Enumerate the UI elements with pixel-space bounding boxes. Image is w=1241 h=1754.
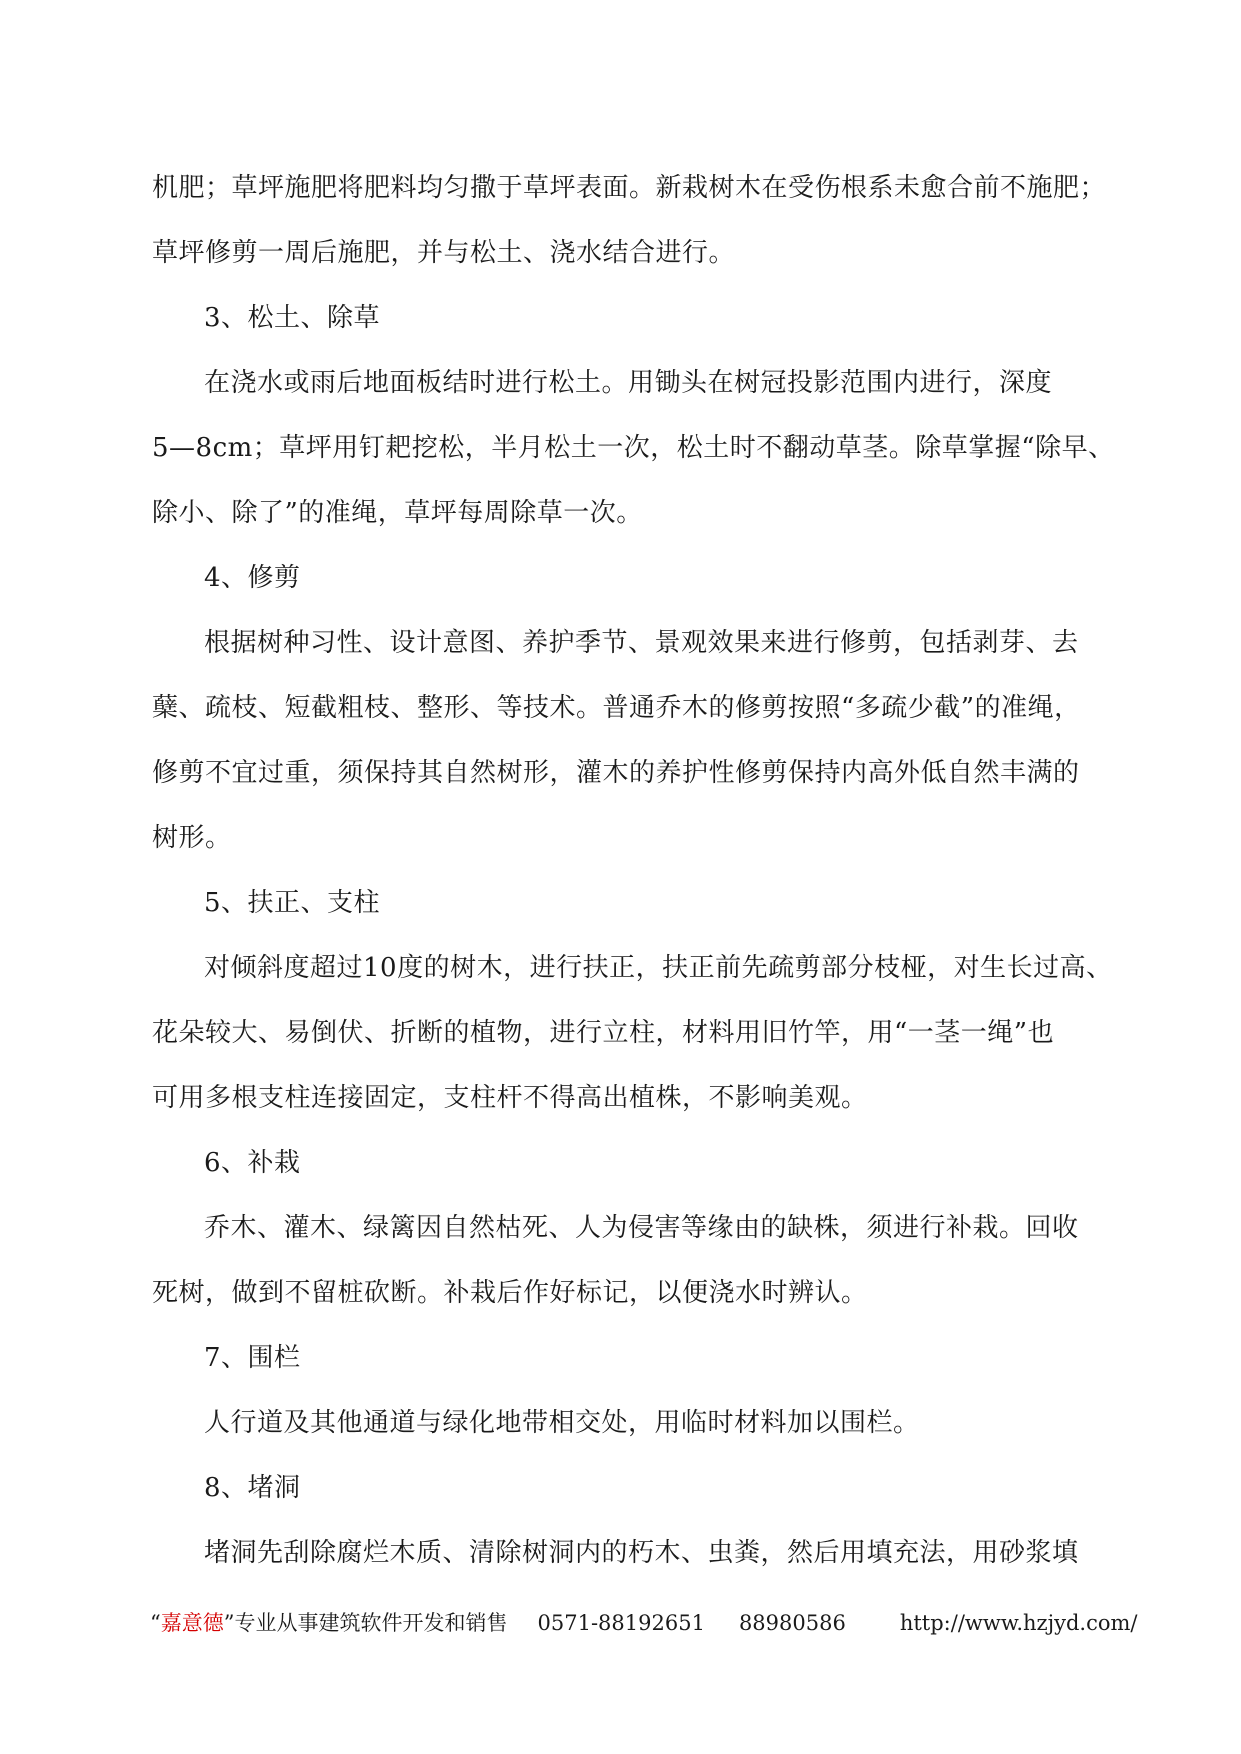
text-line: 蘖、疏枝、短截粗枝、整形、等技术。普通乔木的修剪按照“多疏少截”的准绳， xyxy=(152,693,1081,723)
text-line: 人行道及其他通道与绿化地带相交处，用临时材料加以围栏。 xyxy=(204,1408,920,1438)
text-line: 对倾斜度超过10度的树木，进行扶正，扶正前先疏剪部分枝桠，对生长过高、 xyxy=(204,953,1113,983)
text-line: 可用多根支柱连接固定，支柱杆不得高出植株，不影响美观。 xyxy=(152,1083,868,1113)
text-line: 除小、除了”的准绳，草坪每周除草一次。 xyxy=(152,498,643,528)
text-line: 死树，做到不留桩砍断。补栽后作好标记，以便浇水时辨认。 xyxy=(152,1278,868,1308)
text-line: 修剪不宜过重，须保持其自然树形，灌木的养护性修剪保持内高外低自然丰满的 xyxy=(152,758,1080,788)
footer-phone-primary: 0571-88192651 xyxy=(537,1611,705,1635)
text-line: 6、补栽 xyxy=(204,1148,301,1178)
document-body xyxy=(152,156,1115,1586)
text-line: 树形。 xyxy=(152,823,232,853)
text-line: 乔木、灌木、绿篱因自然枯死、人为侵害等缘由的缺株，须进行补栽。回收 xyxy=(204,1213,1079,1243)
footer-phone-secondary: 88980586 xyxy=(738,1611,846,1635)
text-line: 5—8cm；草坪用钉耙挖松，半月松土一次，松土时不翻动草茎。除草掌握“除早、 xyxy=(152,433,1115,463)
footer-website-link[interactable]: http://www.hzjyd.com/ xyxy=(899,1611,1138,1635)
text-line: 在浇水或雨后地面板结时进行松土。用锄头在树冠投影范围内进行，深度 xyxy=(204,368,1053,398)
text-line: 堵洞先刮除腐烂木质、清除树洞内的朽木、虫粪，然后用填充法，用砂浆填 xyxy=(204,1538,1079,1568)
footer-tagline: ”专业从事建筑软件开发和销售 xyxy=(223,1611,508,1635)
text-line: 4、修剪 xyxy=(204,563,301,593)
text-line: 根据树种习性、设计意图、养护季节、景观效果来进行修剪，包括剥芽、去 xyxy=(204,628,1079,658)
text-line: 3、松土、除草 xyxy=(204,303,381,333)
footer-brand: 嘉意德 xyxy=(160,1611,224,1635)
text-line: 8、堵洞 xyxy=(204,1473,301,1503)
text-line: 花朵较大、易倒伏、折断的植物，进行立柱，材料用旧竹竿，用“一茎一绳”也 xyxy=(152,1018,1055,1048)
footer-quote-open: “ xyxy=(150,1611,161,1635)
text-line: 7、围栏 xyxy=(204,1343,301,1373)
text-line: 机肥；草坪施肥将肥料均匀撒于草坪表面。新栽树木在受伤根系未愈合前不施肥； xyxy=(152,173,1107,203)
page-footer xyxy=(150,1608,1138,1638)
text-line: 草坪修剪一周后施肥，并与松土、浇水结合进行。 xyxy=(152,238,736,268)
text-line: 5、扶正、支柱 xyxy=(204,888,381,918)
